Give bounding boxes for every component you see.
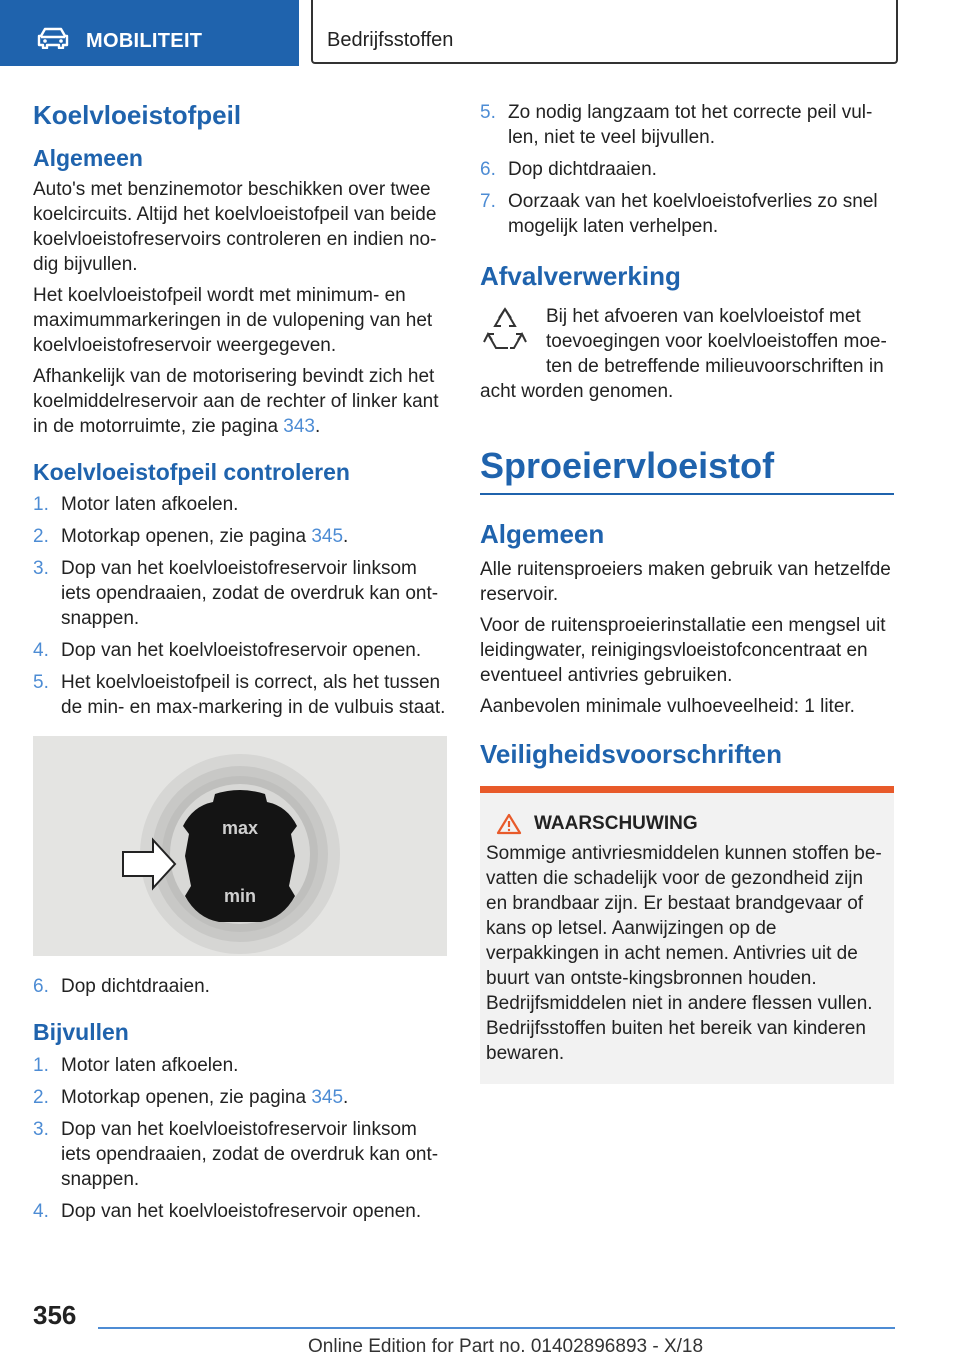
heading-veiligheidsvoorschriften: Veiligheidsvoorschriften [480,738,782,769]
heading-afvalverwerking: Afvalverwerking [480,261,681,291]
step-number: 5. [480,102,496,123]
page-number: 356 [33,1300,77,1330]
list-item [33,492,447,517]
list-item [33,556,447,631]
step-text: Dop dichtdraaien. [61,976,210,998]
step-text: Motor laten afkoelen. [61,1054,239,1076]
steps-controleren [33,492,447,720]
section-label: MOBILITEIT [86,30,203,52]
step-number: 4. [33,1200,49,1222]
step-number: 4. [33,640,49,662]
step-end: . [343,1086,349,1108]
heading-rule [480,493,894,495]
paragraph-text: Afhankelijk van de motorisering bevindt zich het koelmiddelreservoir aan de rechter of linker kant in de motorruimte, zie pagina [33,365,439,437]
page-link-345[interactable]: 345 [311,526,344,548]
list-item [33,670,447,720]
heading-controleren: Koelvloeistofpeil controleren [33,458,350,485]
min-label: min [223,886,257,907]
step-text: Dop van het koelvloeistofreservoir linksom iets opendraaien, zodat de overdruk kan ont‐snappen. [61,1118,439,1190]
step-text: Oorzaak van het koelvloeistofverlies zo snel mogelijk laten verhelpen. [508,191,878,237]
chapter-label: Bedrijfsstoffen [327,29,454,51]
step-number: 3. [33,1118,49,1140]
paragraph [33,364,447,439]
paragraph: Auto's met benzinemotor beschikken over twee koelcircuits. Altijd het koelvloeistofpeil van beide koelvloeistofreservoirs controleren en indien no‐dig bijvullen. [33,178,437,275]
steps-bijvullen [33,1053,447,1224]
step-text: Het koelvloeistofpeil is correct, als het tussen de min- en max-markering in de vulbuis staat. [61,672,446,719]
heading-bijvullen: Bijvullen [33,1019,129,1046]
afval-text: Bij het afvoeren van koelvloeistof met toevoegingen voor koelvloeistoffen moe‐ten de betreffende milieuvoorschriften in acht worden genomen. [480,306,887,403]
section-tab [0,0,299,66]
coolant-cap-photo [33,736,447,956]
recycle-icon [480,304,530,354]
page-link-345[interactable]: 345 [311,1086,344,1108]
list-item [33,524,447,549]
warning-text: Sommige antivriesmiddelen kunnen stoffen be‐vatten die schadelijk voor de gezondheid zijn en brandbaar zijn. Er bestaat brandgevaar of kans op letsel. Aanwijzingen op de verpakkingen in acht nemen. Antivries uit de buurt van ontste‐kingsbronnen houden. Bedrijfsmiddelen niet in andere flessen vullen. Bedrijfsstoffen buiten het bereik van kinderen bewaren. [486,842,882,1064]
page-link-343[interactable]: 343 [283,415,315,437]
right-column [480,100,894,1084]
step-number: 6. [480,159,496,180]
warning-box [480,786,894,1084]
step-text: Motorkap openen, zie pagina [61,1086,312,1108]
step-number: 1. [33,494,49,516]
step-number: 1. [33,1054,49,1076]
steps-bijvullen-cont [480,100,894,239]
paragraph: Alle ruitensproeiers maken gebruik van hetzelfde reservoir. [480,558,891,605]
edition-text: Online Edition for Part no. 01402896893 - X/18 [308,1336,704,1357]
paragraph: Het koelvloeistofpeil wordt met minimum- en maximummarkeringen in de vulopening van het koelvloeistofreservoir weergegeven. [33,284,433,356]
step-text: Dop dichtdraaien. [508,159,657,180]
step-number: 2. [33,1086,49,1108]
step-number: 5. [33,672,49,694]
step-text: Dop van het koelvloeistofreservoir openen. [61,640,422,662]
heading-sproeiervloeistof: Sproeiervloeistof [480,445,775,487]
footer-rule [98,1327,895,1329]
paragraph-end: . [315,415,321,437]
coolant-cap-illustration [33,736,447,956]
step-number: 7. [480,191,496,212]
afval-block [480,304,894,404]
max-label: max [221,818,259,839]
warning-header [486,813,888,835]
step-text: Zo nodig langzaam tot het correcte peil vul‐len, niet te veel bijvullen. [508,102,873,148]
heading-algemeen: Algemeen [33,145,143,172]
chapter-box [311,0,898,64]
list-item [33,638,447,663]
list-item [33,974,447,999]
list-item [33,1053,447,1078]
section-title-koelvloeistofpeil: Koelvloeistofpeil [33,100,242,130]
step-text: Motorkap openen, zie pagina [61,526,312,548]
list-item [480,100,894,150]
paragraph: Aanbevolen minimale vulhoeveelheid: 1 liter. [480,695,855,717]
heading-algemeen-2: Algemeen [480,519,605,550]
list-item [33,1085,447,1110]
left-column [33,100,447,1231]
step-number: 3. [33,558,49,580]
car-icon [36,27,70,49]
step-text: Motor laten afkoelen. [61,494,239,516]
list-item [480,189,894,239]
list-item [33,1117,447,1192]
steps-controleren-cont [33,974,447,999]
warning-triangle-icon [496,813,522,835]
step-end: . [343,526,349,548]
step-text: Dop van het koelvloeistofreservoir openen. [61,1200,422,1222]
step-number: 2. [33,526,49,548]
list-item [480,157,894,182]
step-number: 6. [33,976,49,998]
warning-title: WAARSCHUWING [534,812,698,834]
step-text: Dop van het koelvloeistofreservoir linksom iets opendraaien, zodat de overdruk kan ont‐snappen. [61,558,439,630]
page-header [0,0,960,66]
list-item [33,1199,447,1224]
paragraph: Voor de ruitensproeierinstallatie een mengsel uit leidingwater, reinigingsvloeistofconcentraat en eventueel antivries gebruiken. [480,614,886,686]
